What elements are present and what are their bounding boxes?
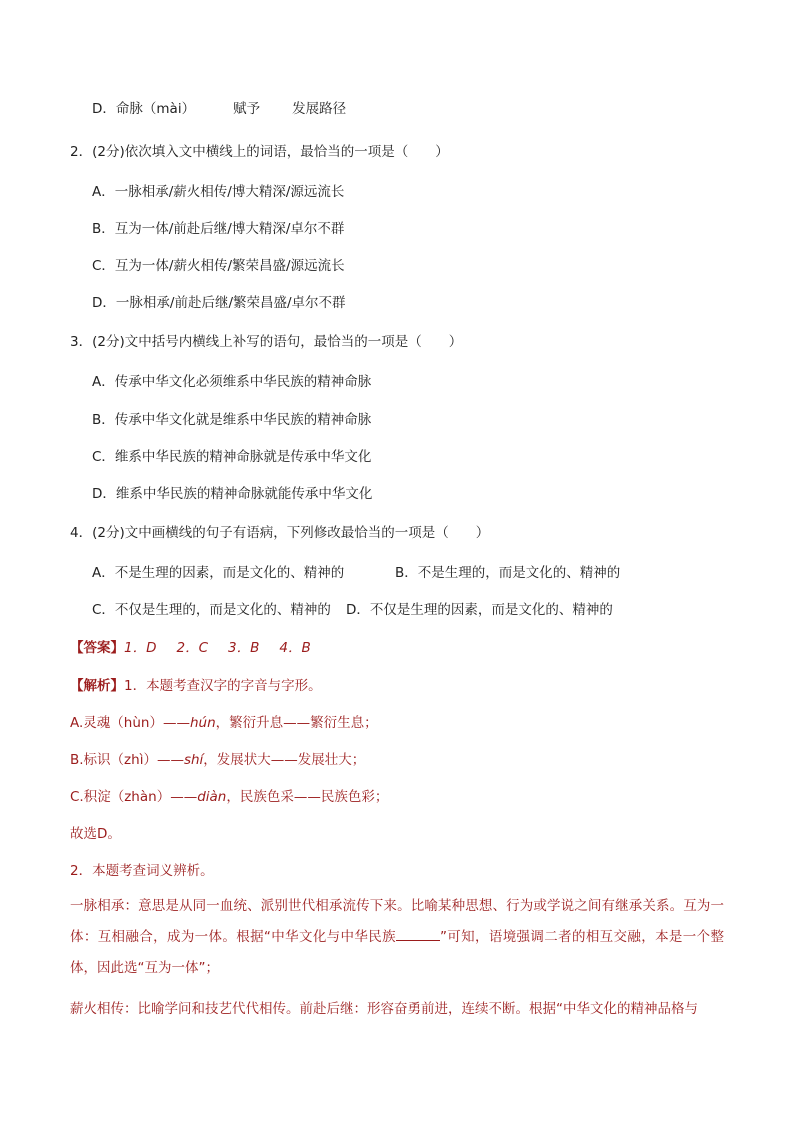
analysis-a-pinyin: hún (189, 715, 216, 731)
answer-line (70, 639, 311, 657)
answer-item: 4．B (279, 640, 311, 656)
analysis-b-line (70, 751, 365, 769)
analysis-b-tail: ，发展状大——发展壮大； (203, 752, 366, 768)
analysis-b-head: B.标识（zhì）—— (70, 752, 184, 768)
analysis-a-head: A.灵魂（hùn）—— (70, 715, 190, 731)
analysis-a-tail: ，繁衍升息——繁衍生息； (215, 715, 378, 731)
answer-item: 2．C (176, 640, 208, 656)
analysis-q2-paragraph-1-part-b: ”可知，语境强调二者的相互交融，本是一个整体，因此选“互为一体”； (70, 929, 724, 976)
answer-item: 3．B (228, 640, 260, 656)
analysis-tag: 【解析】 (70, 678, 124, 694)
q2-option-a: A．一脉相承/薪火相传/博大精深/源远流长 (92, 184, 345, 200)
q3-stem: 3．(2分)文中括号内横线上补写的语句，最恰当的一项是（ ） (70, 334, 463, 350)
answer-item: 1．D (124, 640, 157, 656)
analysis-c-head: C.积淀（zhàn）—— (70, 789, 198, 805)
analysis-a-line (70, 714, 378, 732)
q2-stem: 2．(2分)依次填入文中横线上的词语，最恰当的一项是（ ） (70, 144, 449, 160)
q3-option-a: A．传承中华文化必须维系中华民族的精神命脉 (92, 374, 372, 390)
q4-stem: 4．(2分)文中画横线的句子有语病，下列修改最恰当的一项是（ ） (70, 525, 490, 541)
analysis-q2-paragraph-2-text: 薪火相传：比喻学问和技艺代代相传。前赴后继：形容奋勇前进，连续不断。根据“中华文化的精神品格与 (70, 1001, 698, 1017)
q2-option-b: B．互为一体/前赴后继/博大精深/卓尔不群 (92, 221, 345, 237)
analysis-q2-paragraph-1 (70, 891, 724, 984)
analysis-conclusion: 故选D。 (70, 826, 121, 842)
analysis-q2-paragraph-2 (70, 994, 724, 1025)
analysis-c-pinyin: diàn (197, 789, 227, 805)
q1-option-d-label: D．命脉（mài） (92, 101, 196, 117)
analysis-q2-intro: 2．本题考查词义辨析。 (70, 863, 214, 879)
q2-option-d: D．一脉相承/前赴后继/繁荣昌盛/卓尔不群 (92, 295, 346, 311)
analysis-q2-paragraph-1-part-a: 一脉相承：意思是从同一血统、派别世代相承流传下来。比喻某种思想、行为或学说之间有继承关系。互为一体：互相融合，成为一体。根据“中华文化与中华民族 (70, 898, 724, 945)
q1-option-d (92, 100, 346, 118)
q4-option-d: D．不仅是生理的因素，而是文化的、精神的 (346, 602, 613, 618)
analysis-c-tail: ，民族色采——民族色彩； (226, 789, 389, 805)
analysis-intro: 1．本题考查汉字的字音与字形。 (124, 678, 322, 694)
q2-option-c: C．互为一体/薪火相传/繁荣昌盛/源远流长 (92, 258, 345, 274)
analysis-c-line (70, 788, 388, 806)
analysis-intro-line (70, 677, 322, 695)
q4-option-a: A．不是生理的因素，而是文化的、精神的 (92, 565, 345, 581)
analysis-b-pinyin: shí (183, 752, 204, 768)
answer-tag: 【答案】 (70, 640, 124, 656)
q1-option-d-word3: 发展路径 (292, 101, 347, 117)
q3-option-b: B．传承中华文化就是维系中华民族的精神命脉 (92, 412, 372, 428)
q4-option-c: C．不仅是生理的，而是文化的、精神的 (92, 602, 331, 618)
q3-option-c: C．维系中华民族的精神命脉就是传承中华文化 (92, 449, 372, 465)
q1-option-d-word2: 赋予 (233, 101, 261, 117)
q4-option-b: B．不是生理的，而是文化的、精神的 (395, 565, 621, 581)
fill-blank (396, 928, 440, 941)
q3-option-d: D．维系中华民族的精神命脉就能传承中华文化 (92, 486, 373, 502)
